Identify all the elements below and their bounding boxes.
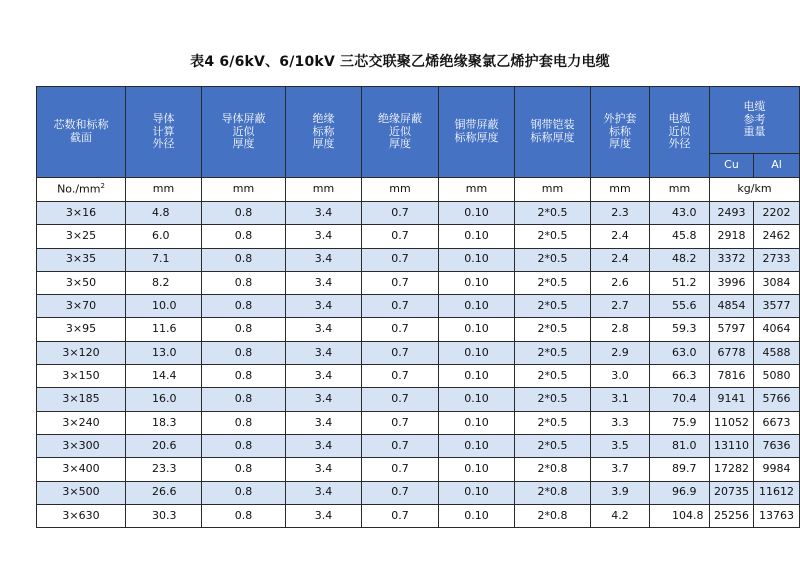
cell-insulation: 3.4 <box>286 458 362 481</box>
cell-sheath: 3.5 <box>591 434 650 457</box>
cell-copper-tape: 0.10 <box>439 248 515 271</box>
cell-cores-size: 3×95 <box>37 318 126 341</box>
cell-insulation-screen: 0.7 <box>362 481 439 504</box>
cell-weight-cu: 9141 <box>710 388 754 411</box>
cell-steel-tape: 2*0.5 <box>515 365 591 388</box>
cell-copper-tape: 0.10 <box>439 318 515 341</box>
cell-cores-size: 3×240 <box>37 411 126 434</box>
table-row <box>37 318 800 341</box>
cell-conductor-screen: 0.8 <box>202 388 286 411</box>
cable-spec-table <box>36 86 800 528</box>
cell-insulation: 3.4 <box>286 225 362 248</box>
cell-weight-cu: 5797 <box>710 318 754 341</box>
cell-conductor-od: 4.8 <box>126 202 202 225</box>
header-sheath: 外护套 标称 厚度 <box>591 87 650 178</box>
cell-cores-size: 3×16 <box>37 202 126 225</box>
cell-weight-cu: 2918 <box>710 225 754 248</box>
table-row <box>37 481 800 504</box>
cell-copper-tape: 0.10 <box>439 365 515 388</box>
unit-insulation: mm <box>286 178 362 202</box>
header-weight-al: Al <box>754 153 800 177</box>
cell-insulation-screen: 0.7 <box>362 458 439 481</box>
cell-insulation: 3.4 <box>286 434 362 457</box>
cell-cores-size: 3×120 <box>37 341 126 364</box>
cell-weight-cu: 3372 <box>710 248 754 271</box>
cell-insulation-screen: 0.7 <box>362 365 439 388</box>
cell-insulation-screen: 0.7 <box>362 225 439 248</box>
cell-steel-tape: 2*0.5 <box>515 318 591 341</box>
cell-weight-al: 4588 <box>754 341 800 364</box>
cell-insulation: 3.4 <box>286 365 362 388</box>
cell-steel-tape: 2*0.5 <box>515 341 591 364</box>
unit-conductor-od: mm <box>126 178 202 202</box>
cell-steel-tape: 2*0.8 <box>515 504 591 527</box>
header-cable-od: 电缆 近似 外径 <box>650 87 710 178</box>
header-weight: 电缆 参考 重量 <box>710 87 800 154</box>
cell-insulation: 3.4 <box>286 248 362 271</box>
cell-conductor-screen: 0.8 <box>202 225 286 248</box>
cell-weight-al: 3084 <box>754 271 800 294</box>
cell-cable-od: 75.9 <box>650 411 710 434</box>
cell-conductor-screen: 0.8 <box>202 458 286 481</box>
cell-weight-cu: 20735 <box>710 481 754 504</box>
cell-cable-od: 81.0 <box>650 434 710 457</box>
cell-conductor-od: 13.0 <box>126 341 202 364</box>
cell-insulation-screen: 0.7 <box>362 504 439 527</box>
cell-weight-cu: 4854 <box>710 295 754 318</box>
cell-conductor-od: 6.0 <box>126 225 202 248</box>
cell-sheath: 2.9 <box>591 341 650 364</box>
cell-copper-tape: 0.10 <box>439 202 515 225</box>
cell-sheath: 2.4 <box>591 248 650 271</box>
cell-weight-al: 3577 <box>754 295 800 318</box>
table-row <box>37 504 800 527</box>
cell-conductor-od: 20.6 <box>126 434 202 457</box>
unit-steel-tape: mm <box>515 178 591 202</box>
cell-insulation-screen: 0.7 <box>362 341 439 364</box>
cell-copper-tape: 0.10 <box>439 504 515 527</box>
cell-copper-tape: 0.10 <box>439 481 515 504</box>
cell-weight-al: 9984 <box>754 458 800 481</box>
cell-weight-cu: 6778 <box>710 341 754 364</box>
table-row <box>37 225 800 248</box>
cell-weight-al: 5080 <box>754 365 800 388</box>
cell-cores-size: 3×50 <box>37 271 126 294</box>
cell-cores-size: 3×500 <box>37 481 126 504</box>
cell-insulation-screen: 0.7 <box>362 434 439 457</box>
cell-conductor-screen: 0.8 <box>202 318 286 341</box>
cell-conductor-screen: 0.8 <box>202 411 286 434</box>
cell-weight-al: 13763 <box>754 504 800 527</box>
cell-cores-size: 3×400 <box>37 458 126 481</box>
cell-cores-size: 3×300 <box>37 434 126 457</box>
cell-cable-od: 43.0 <box>650 202 710 225</box>
table-row <box>37 411 800 434</box>
cell-sheath: 3.0 <box>591 365 650 388</box>
cell-weight-al: 5766 <box>754 388 800 411</box>
cell-conductor-screen: 0.8 <box>202 202 286 225</box>
header-insulation: 绝缘 标称 厚度 <box>286 87 362 178</box>
cell-conductor-screen: 0.8 <box>202 295 286 318</box>
unit-cores: $No./mm^2$ <box>37 178 126 202</box>
cell-insulation: 3.4 <box>286 202 362 225</box>
cell-sheath: 3.1 <box>591 388 650 411</box>
cell-conductor-screen: 0.8 <box>202 481 286 504</box>
cell-weight-cu: 11052 <box>710 411 754 434</box>
cell-weight-al: 6673 <box>754 411 800 434</box>
cell-weight-al: 4064 <box>754 318 800 341</box>
cell-sheath: 3.3 <box>591 411 650 434</box>
cell-cable-od: 96.9 <box>650 481 710 504</box>
cell-weight-al: 7636 <box>754 434 800 457</box>
cell-conductor-od: 16.0 <box>126 388 202 411</box>
cell-insulation: 3.4 <box>286 295 362 318</box>
cell-insulation-screen: 0.7 <box>362 295 439 318</box>
cell-cable-od: 55.6 <box>650 295 710 318</box>
cell-sheath: 2.8 <box>591 318 650 341</box>
page-title: 表4 6/6kV、6/10kV 三芯交联聚乙烯绝缘聚氯乙烯护套电力电缆 <box>190 54 610 70</box>
cell-steel-tape: 2*0.5 <box>515 202 591 225</box>
cell-insulation-screen: 0.7 <box>362 411 439 434</box>
table-row <box>37 341 800 364</box>
unit-cable-od: mm <box>650 178 710 202</box>
cell-cable-od: 63.0 <box>650 341 710 364</box>
cell-cable-od: 104.8 <box>650 504 710 527</box>
table-row <box>37 295 800 318</box>
cell-cable-od: 51.2 <box>650 271 710 294</box>
cell-copper-tape: 0.10 <box>439 271 515 294</box>
cell-steel-tape: 2*0.5 <box>515 271 591 294</box>
cell-weight-al: 11612 <box>754 481 800 504</box>
cell-conductor-od: 7.1 <box>126 248 202 271</box>
cell-cores-size: 3×185 <box>37 388 126 411</box>
cell-cores-size: 3×25 <box>37 225 126 248</box>
cell-cable-od: 59.3 <box>650 318 710 341</box>
cell-sheath: 3.7 <box>591 458 650 481</box>
cell-conductor-od: 11.6 <box>126 318 202 341</box>
cell-copper-tape: 0.10 <box>439 225 515 248</box>
cell-insulation-screen: 0.7 <box>362 248 439 271</box>
table-row <box>37 388 800 411</box>
header-steel-tape: 钢带铠装 标称厚度 <box>515 87 591 178</box>
cell-weight-al: 2733 <box>754 248 800 271</box>
cell-conductor-od: 30.3 <box>126 504 202 527</box>
cell-conductor-od: 8.2 <box>126 271 202 294</box>
cell-weight-cu: 3996 <box>710 271 754 294</box>
cell-weight-cu: 2493 <box>710 202 754 225</box>
cell-sheath: 4.2 <box>591 504 650 527</box>
header-insulation-screen: 绝缘屏蔽 近似 厚度 <box>362 87 439 178</box>
cell-weight-cu: 7816 <box>710 365 754 388</box>
cell-steel-tape: 2*0.5 <box>515 388 591 411</box>
cell-conductor-od: 10.0 <box>126 295 202 318</box>
cell-cores-size: 3×35 <box>37 248 126 271</box>
cell-copper-tape: 0.10 <box>439 434 515 457</box>
cell-conductor-screen: 0.8 <box>202 341 286 364</box>
cell-insulation: 3.4 <box>286 341 362 364</box>
cell-conductor-screen: 0.8 <box>202 504 286 527</box>
unit-copper-tape: mm <box>439 178 515 202</box>
cell-sheath: 2.6 <box>591 271 650 294</box>
cell-copper-tape: 0.10 <box>439 341 515 364</box>
cell-steel-tape: 2*0.5 <box>515 411 591 434</box>
table-row <box>37 248 800 271</box>
cell-insulation: 3.4 <box>286 318 362 341</box>
table-row <box>37 458 800 481</box>
cell-cores-size: 3×150 <box>37 365 126 388</box>
cell-steel-tape: 2*0.5 <box>515 225 591 248</box>
cell-cable-od: 48.2 <box>650 248 710 271</box>
cell-sheath: 2.4 <box>591 225 650 248</box>
cell-insulation: 3.4 <box>286 411 362 434</box>
cell-conductor-screen: 0.8 <box>202 248 286 271</box>
cell-cable-od: 70.4 <box>650 388 710 411</box>
cell-conductor-od: 18.3 <box>126 411 202 434</box>
unit-conductor-screen: mm <box>202 178 286 202</box>
cell-conductor-screen: 0.8 <box>202 434 286 457</box>
cell-conductor-od: 14.4 <box>126 365 202 388</box>
cell-copper-tape: 0.10 <box>439 411 515 434</box>
cell-insulation: 3.4 <box>286 481 362 504</box>
unit-row <box>37 178 800 202</box>
unit-insulation-screen: mm <box>362 178 439 202</box>
cell-sheath: 3.9 <box>591 481 650 504</box>
cell-insulation-screen: 0.7 <box>362 271 439 294</box>
cell-conductor-screen: 0.8 <box>202 271 286 294</box>
cell-cable-od: 89.7 <box>650 458 710 481</box>
cell-steel-tape: 2*0.5 <box>515 248 591 271</box>
cell-copper-tape: 0.10 <box>439 295 515 318</box>
cell-steel-tape: 2*0.8 <box>515 458 591 481</box>
header-conductor-screen: 导体屏蔽 近似 厚度 <box>202 87 286 178</box>
header-conductor-od: 导体 计算 外径 <box>126 87 202 178</box>
cell-weight-cu: 17282 <box>710 458 754 481</box>
cell-conductor-od: 23.3 <box>126 458 202 481</box>
cell-weight-cu: 25256 <box>710 504 754 527</box>
table-row <box>37 202 800 225</box>
cell-sheath: 2.3 <box>591 202 650 225</box>
header-weight-cu: Cu <box>710 153 754 177</box>
table-row <box>37 365 800 388</box>
cell-insulation-screen: 0.7 <box>362 318 439 341</box>
data-rows <box>37 202 800 528</box>
cell-steel-tape: 2*0.5 <box>515 434 591 457</box>
unit-sheath: mm <box>591 178 650 202</box>
cell-sheath: 2.7 <box>591 295 650 318</box>
cell-weight-al: 2462 <box>754 225 800 248</box>
unit-weight: kg/km <box>710 178 800 202</box>
header-cores: 芯数和标称 截面 <box>37 87 126 178</box>
cell-copper-tape: 0.10 <box>439 458 515 481</box>
cell-insulation-screen: 0.7 <box>362 388 439 411</box>
cell-cable-od: 45.8 <box>650 225 710 248</box>
table-row <box>37 434 800 457</box>
cell-conductor-screen: 0.8 <box>202 365 286 388</box>
cell-cores-size: 3×630 <box>37 504 126 527</box>
cell-weight-al: 2202 <box>754 202 800 225</box>
cell-conductor-od: 26.6 <box>126 481 202 504</box>
cell-insulation: 3.4 <box>286 271 362 294</box>
cell-weight-cu: 13110 <box>710 434 754 457</box>
cell-steel-tape: 2*0.8 <box>515 481 591 504</box>
header-copper-tape: 铜带屏蔽 标称厚度 <box>439 87 515 178</box>
cell-cores-size: 3×70 <box>37 295 126 318</box>
cell-insulation: 3.4 <box>286 504 362 527</box>
cell-steel-tape: 2*0.5 <box>515 295 591 318</box>
cell-insulation-screen: 0.7 <box>362 202 439 225</box>
cell-cable-od: 66.3 <box>650 365 710 388</box>
table-row <box>37 271 800 294</box>
cell-insulation: 3.4 <box>286 388 362 411</box>
cell-copper-tape: 0.10 <box>439 388 515 411</box>
